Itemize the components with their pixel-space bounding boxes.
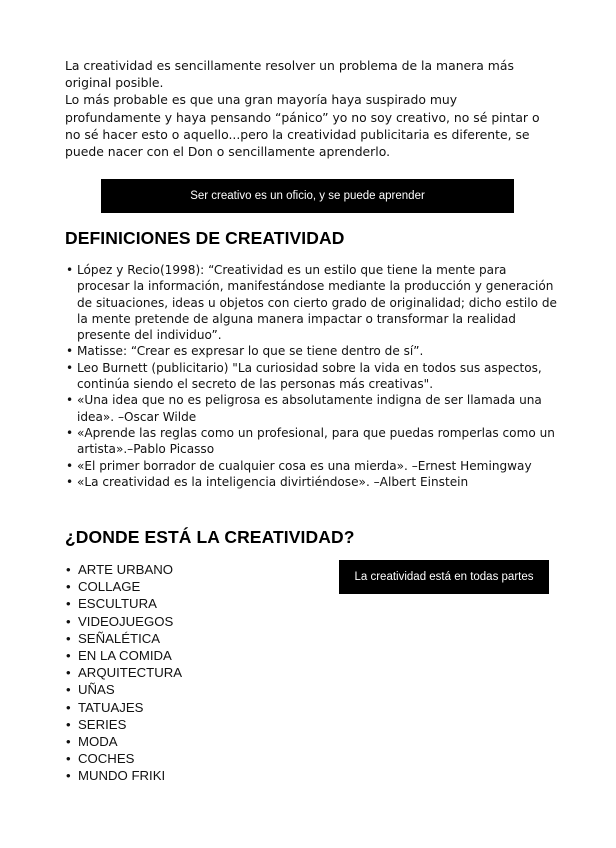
list-item: • COCHES: [65, 750, 305, 767]
list-item: • «La creatividad es la inteligencia divirtiéndose». –Albert Einstein: [65, 474, 560, 490]
highlight-banner: [101, 179, 514, 213]
where-heading: ¿DONDE ESTÁ LA CREATIVIDAD?: [65, 527, 355, 547]
definitions-list: [65, 262, 560, 490]
list-item: • «Una idea que no es peligrosa es absolutamente indigna de ser llamada una idea». –Oscar Wilde: [65, 392, 560, 425]
banner-text: Ser creativo es un oficio, y se puede aprender: [190, 190, 425, 202]
list-item: • «El primer borrador de cualquier cosa es una mierda». –Ernest Hemingway: [65, 458, 560, 474]
side-callout-box: [339, 560, 549, 594]
list-item: • SERIES: [65, 716, 305, 733]
side-callout-text: La creatividad está en todas partes: [354, 571, 534, 583]
where-list: [65, 561, 305, 785]
list-item: • Matisse: “Crear es expresar lo que se tiene dentro de sí”.: [65, 343, 560, 359]
definitions-heading: DEFINICIONES DE CREATIVIDAD: [65, 228, 345, 248]
list-item: • MUNDO FRIKI: [65, 767, 305, 784]
list-item: • MODA: [65, 733, 305, 750]
list-item: • López y Recio(1998): “Creatividad es un estilo que tiene la mente para procesar la información, manifestándose mediante la producción y generación de situaciones, ideas u objetos con cierto grado de originalidad; dicho estilo de la mente pretende de alguna manera impactar o transformar la realidad presente del individuo”.: [65, 262, 560, 343]
list-item: • SEÑALÉTICA: [65, 630, 305, 647]
list-item: • VIDEOJUEGOS: [65, 613, 305, 630]
intro-paragraph-1: La creatividad es sencillamente resolver un problema de la manera más original posible.: [65, 58, 514, 91]
list-item: • «Aprende las reglas como un profesional, para que puedas romperlas como un artista».–Pablo Picasso: [65, 425, 560, 458]
list-item: • ARTE URBANO: [65, 561, 305, 578]
list-item: • TATUAJES: [65, 699, 305, 716]
list-item: • EN LA COMIDA: [65, 647, 305, 664]
intro-text: [65, 57, 555, 160]
list-item: • UÑAS: [65, 681, 305, 698]
list-item: • Leo Burnett (publicitario) "La curiosidad sobre la vida en todos sus aspectos, continúa siendo el secreto de las personas más creativas".: [65, 360, 560, 393]
list-item: • ARQUITECTURA: [65, 664, 305, 681]
list-item: • COLLAGE: [65, 578, 305, 595]
list-item: • ESCULTURA: [65, 595, 305, 612]
intro-paragraph-2: Lo más probable es que una gran mayoría haya suspirado muy profundamente y haya pensando “pánico” yo no soy creativo, no sé pintar o no sé hacer esto o aquello...pero la creatividad publicitaria es diferente, se puede nacer con el Don o sencillamente aprenderlo.: [65, 92, 540, 160]
